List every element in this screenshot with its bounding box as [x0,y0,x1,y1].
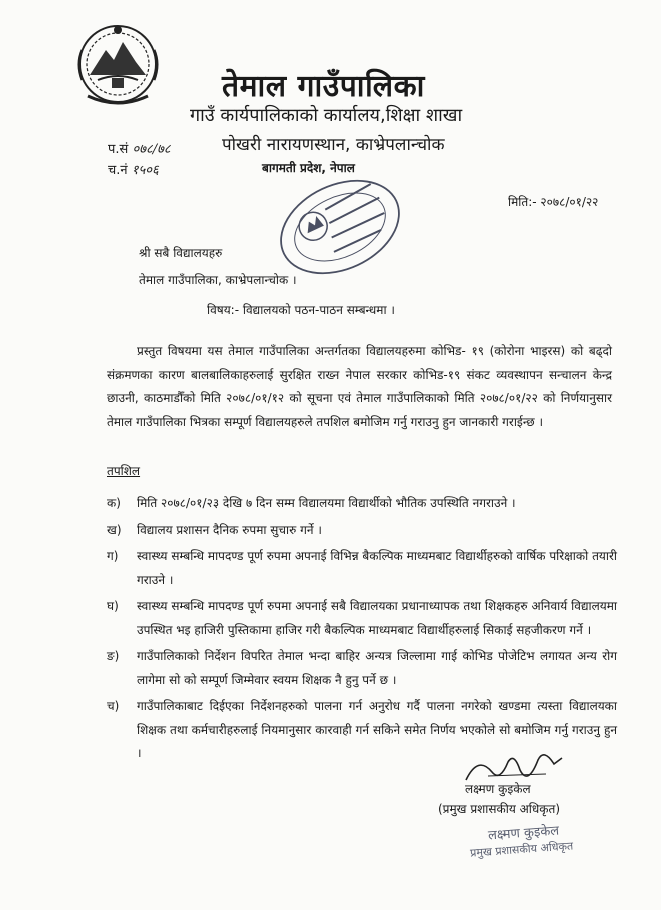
office-name: गाउँ कार्यपालिकाको कार्यालय,शिक्षा शाखा [190,105,463,126]
list-item [107,595,617,642]
dispatch-number-value: १५०६ [131,163,159,178]
list-item-mark: ङ) [107,649,120,663]
letter-body [107,340,612,434]
dispatch-number-label: च.नं [108,163,128,178]
letter-number [108,139,171,157]
nepal-government-emblem-icon [68,20,168,108]
letter-date: मिति:- २०७८/०१/२२ [508,195,599,209]
list-item-mark: ग) [107,549,119,563]
letter-number-label: प.सं [108,142,129,157]
office-round-stamp-icon [268,175,413,280]
office-address: पोखरी नारायणस्थान, काभ्रेपलान्चोक [222,135,445,155]
signatory-post: (प्रमुख प्रशासकीय अधिकृत) [438,802,561,816]
letter-subject: विषय:- विद्यालयको पठन-पाठन सम्बन्धमा । [207,303,395,317]
letter-number-value: ०७८/७८ [132,142,171,157]
list-item [107,645,617,692]
list-item-text: गाउँपालिकाको निर्देशन विपरित तेमाल भन्दा बाहिर अन्यत्र जिल्लामा गाई कोभिड पोजेटिभ लगायत अन्य रोग लागेमा सो को सम्पूर्ण जिम्मेवार स्वयम शिक्षक नै हुनु पर्ने छ । [137,649,617,687]
dispatch-number [108,160,159,178]
list-item [107,519,617,543]
province-name: बागमती प्रदेश, नेपाल [262,161,355,175]
details-heading: तपशिल [107,464,141,478]
list-item-text: स्वास्थ्य सम्बन्धि मापदण्ड पूर्ण रुपमा अपनाई विभिन्न बैकल्पिक माध्यमबाट विद्यार्थीहरुको वार्षिक परिक्षाको तयारी गराउने । [137,549,617,587]
list-item-mark: क) [107,496,121,510]
list-item-mark: ख) [107,522,122,537]
list-item-mark: घ) [107,599,119,613]
list-item-text: मिति २०७८/०१/२३ देखि ७ दिन सम्म विद्यालयमा विद्यार्थीको भौतिक उपस्थिति नगराउने । [137,496,516,510]
municipality-title: तेमाल गाउँपालिका [222,69,425,104]
letter-body-text: प्रस्तुत विषयमा यस तेमाल गाउँपालिका अन्तर्गतका विद्यालयहरुमा कोभिड- १९ (कोरोना भाइरस) को बढ्दो संक्रमणका कारण बालबालिकाहरुलाई सुरक्षित राख्न नेपाल सरकार कोभिड-१९ संकट व्यवस्थापन सन्चालन केन्द्र छाउनी, काठमाडौँको मिति २०७८/०१/१२ को सूचना एवं तेमाल गाउँपालिकाको मिति २०७८/०१/२२ को निर्णयानुसार तेमाल गाउँपालिका भित्रका सम्पूर्ण विद्यालयहरुले तपशिल बमोजिम गर्नु गराउनु हुन जानकारी गराईन्छ । [107,344,612,429]
list-item-text: गाउँपालिकाबाट दिईएका निर्देशनहरुको पालना गर्न अनुरोध गर्दै पालना नगरेको खण्डमा त्यस्ता विद्यालयका शिक्षक तथा कर्मचारीहरुलाई नियमानुसार कारवाही गर्न सकिने समेत निर्णय भएकोले सो बमोजिम गर्नु गराउनु हुन । [137,699,617,760]
signatory-name: लक्ष्मण कुइकेल [465,782,531,796]
list-item [107,545,617,592]
list-item-mark: च) [107,699,120,713]
recipient-line-1: श्री सबै विद्यालयहरु [139,246,223,260]
list-item-text: स्वास्थ्य सम्बन्धि मापदण्ड पूर्ण रुपमा अपनाई सबै विद्यालयका प्रधानाध्यापक तथा शिक्षकहरु अनिवार्य विद्यालयमा उपस्थित भइ हाजिरी पुस्तिकामा हाजिर गरी बैकल्पिक माध्यमबाट विद्यार्थीहरुलाई सिकाई सहजीकरण गर्ने । [137,599,617,637]
list-item-text: विद्यालय प्रशासन दैनिक रुपमा सुचारु गर्ने । [137,522,322,537]
instruction-list [107,492,617,769]
seal-name: लक्ष्मण कुइकेल [487,823,560,844]
seal-post: प्रमुख प्रशासकीय अधिकृत [469,839,574,860]
recipient-line-2: तेमाल गाउँपालिका, काभ्रेपलान्चोक । [139,273,297,287]
list-item [107,492,617,516]
